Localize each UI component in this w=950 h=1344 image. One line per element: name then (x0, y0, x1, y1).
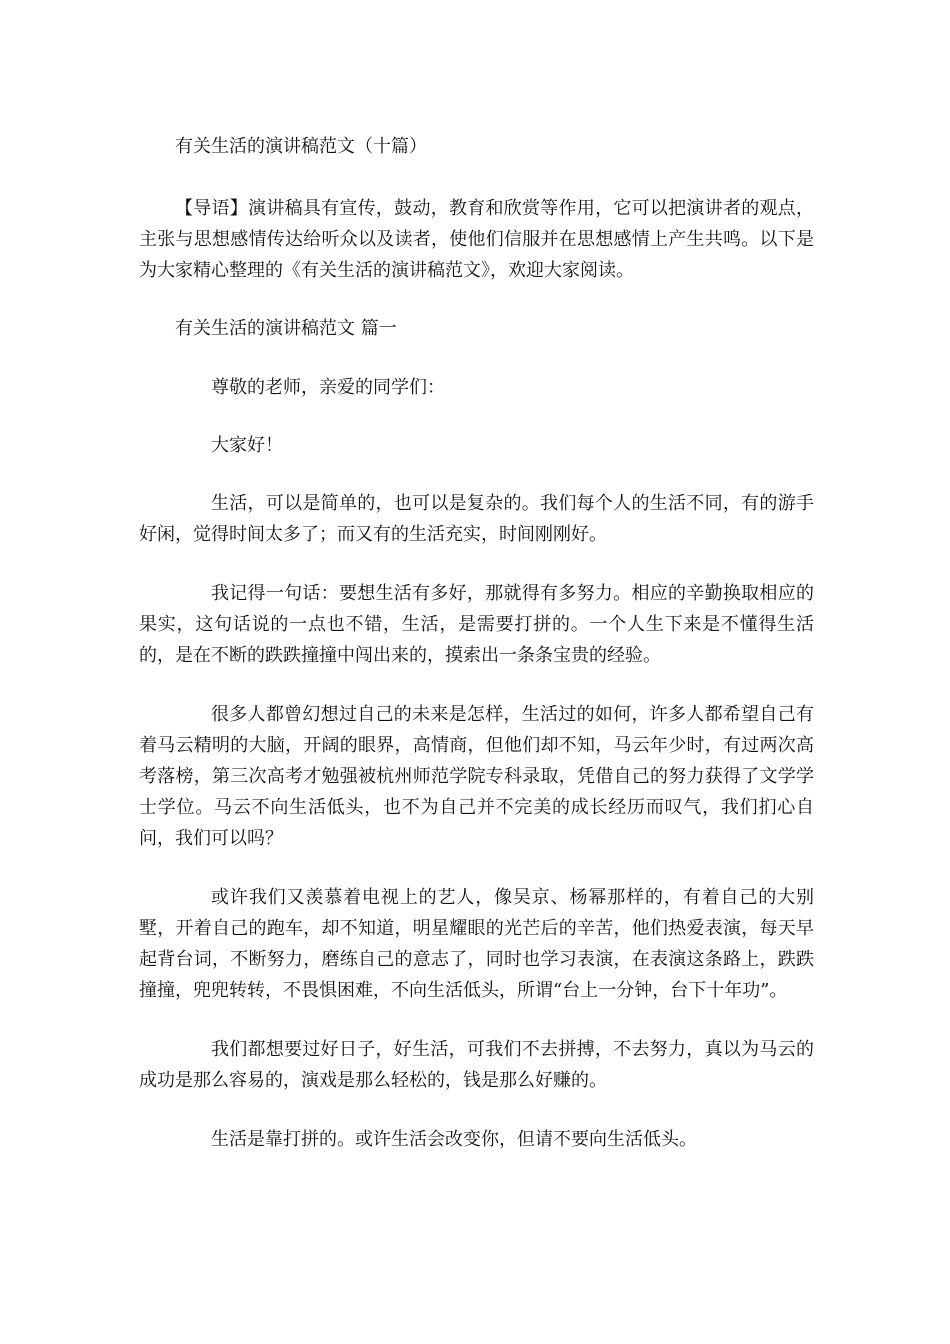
body-paragraph: 或许我们又羡慕着电视上的艺人，像吴京、杨幂那样的，有着自己的大别墅，开着自己的跑车，却不知道，明星耀眼的光芒后的辛苦，他们热爱表演，每天早起背台词，不断努力，磨练自己的意志了，同时也学习表演，在表演这条路上，跌跌撞撞，兜兜转转，不畏惧困难，不向生活低头，所谓“台上一分钟，台下十年功”。 (139, 887, 814, 1001)
body-paragraph: 我们都想要过好日子，好生活，可我们不去拼搏，不去努力，真以为马云的成功是那么容易的，演戏是那么轻松的，钱是那么好赚的。 (139, 1039, 814, 1091)
body-paragraph: 很多人都曾幻想过自己的未来是怎样，生活过的如何，许多人都希望自己有着马云精明的大脑，开阔的眼界，高情商，但他们却不知，马云年少时，有过两次高考落榜，第三次高考才勉强被杭州师范学院专科录取，凭借自己的努力获得了文学学士学位。马云不向生活低头，也不为自己并不完美的成长经历而叹气，我们扪心自问，我们可以吗？ (139, 704, 814, 849)
body-paragraph: 生活，可以是简单的，也可以是复杂的。我们每个人的生活不同，有的游手好闲，觉得时间太多了；而又有的生活充实，时间刚刚好。 (139, 493, 814, 545)
greeting-paragraph: 大家好！ (211, 435, 283, 456)
document-body (139, 133, 814, 1183)
intro-paragraph: 【导语】演讲稿具有宣传，鼓动，教育和欣赏等作用，它可以把演讲者的观点，主张与思想感情传达给听众以及读者，使他们信服并在思想感情上产生共鸣。以下是为大家精心整理的《有关生活的演讲稿范文》，欢迎大家阅读。 (139, 198, 814, 281)
closing-paragraph: 生活是靠打拼的。或许生活会改变你，但请不要向生活低头。 (211, 1129, 697, 1150)
document-title: 有关生活的演讲稿范文（十篇） (175, 136, 427, 157)
body-paragraph: 我记得一句话：要想生活有多好，那就得有多努力。相应的辛勤换取相应的果实，这句话说的一点也不错，生活，是需要打拼的。一个人生下来是不懂得生活的，是在不断的跌跌撞撞中闯出来的，摸索出一条条宝贵的经验。 (139, 583, 814, 666)
section-heading: 有关生活的演讲稿范文 篇一 (175, 318, 397, 339)
salutation-paragraph: 尊敬的老师，亲爱的同学们： (211, 377, 445, 398)
